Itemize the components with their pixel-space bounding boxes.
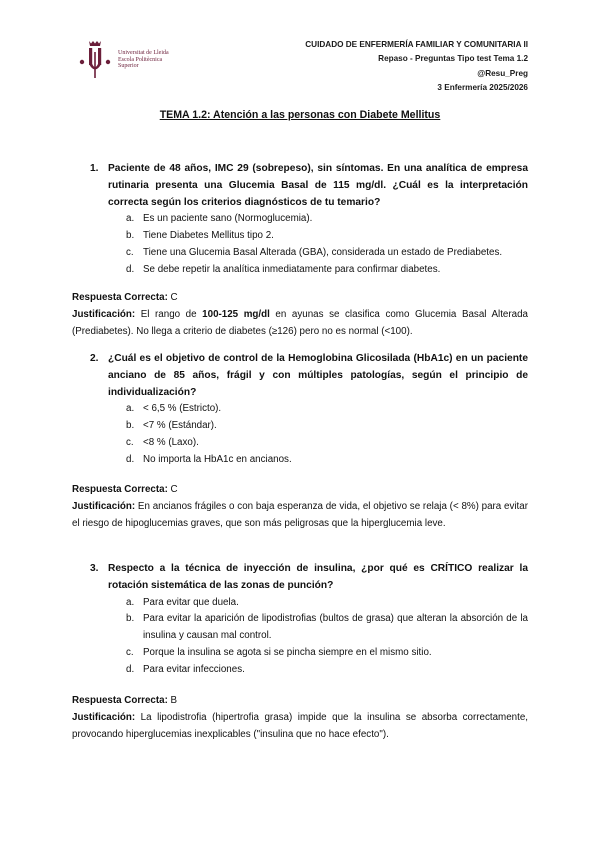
document-header [305, 38, 528, 96]
justification: Justificación: En ancianos frágiles o con baja esperanza de vida, el objetivo se relaja (< 8%) para evitar el riesgo de hipoglucemias graves, que son más peligrosas que la hiperglucemia leve. [72, 501, 528, 530]
correct-answer: Respuesta Correcta: C [72, 292, 178, 303]
option-d: d. No importa la HbA1c en ancianos. [126, 453, 292, 465]
question-number: 3. [90, 563, 99, 574]
question-text: ¿Cuál es el objetivo de control de la Hemoglobina Glicosilada (HbA1c) en un paciente anciano de 85 años, frágil y con múltiples patologías, según el principio de individualización? [108, 353, 528, 398]
question-number: 1. [90, 163, 99, 174]
option-b: b. Tiene Diabetes Mellitus tipo 2. [126, 230, 274, 242]
options-list [90, 401, 528, 468]
question-2 [90, 351, 528, 469]
option-a: a. Es un paciente sano (Normoglucemia). [126, 213, 313, 225]
option-c: c. Porque la insulina se agota si se pincha siempre en el mismo sitio. [126, 646, 432, 658]
answer-3 [72, 692, 528, 744]
justification: Justificación: El rango de 100-125 mg/dl en ayunas se clasifica como Glucemia Basal Alterada (Prediabetes). No llega a criterio de diabetes (≥126) pero no es normal (<100). [72, 309, 528, 338]
course-name: CUIDADO DE ENFERMERÍA FAMILIAR Y COMUNITARIA II [305, 40, 528, 49]
option-c: c. <8 % (Laxo). [126, 436, 199, 448]
option-d: d. Para evitar infecciones. [126, 663, 245, 675]
question-number: 2. [90, 353, 99, 364]
options-list [90, 211, 528, 278]
logo-text: Universitat de Lleida Escola Politècnica Superior [118, 50, 169, 70]
correct-answer: Respuesta Correcta: B [72, 695, 178, 706]
question-text: Paciente de 48 años, IMC 29 (sobrepeso), sin síntomas. En una analítica de empresa rutinaria presenta una Glucemia Basal de 115 mg/dl. ¿Cuál es la interpretación correcta según los criterios diagnósticos de tu temario? [108, 163, 528, 208]
option-d: d. Se debe repetir la analítica inmediatamente para confirmar diabetes. [126, 263, 441, 275]
option-c: c. Tiene una Glucemia Basal Alterada (GBA), considerada un estado de Prediabetes. [126, 246, 503, 258]
page-title: TEMA 1.2: Atención a las personas con Diabete Mellitus [159, 109, 441, 121]
question-text: Respecto a la técnica de inyección de insulina, ¿por qué es CRÍTICO realizar la rotación sistemática de las zonas de punción? [108, 563, 528, 591]
option-b: b. <7 % (Estándar). [126, 420, 217, 432]
document-subtitle: Repaso - Preguntas Tipo test Tema 1.2 [378, 54, 528, 64]
author-handle: @Resu_Preg [477, 68, 528, 78]
correct-answer: Respuesta Correcta: C [72, 484, 178, 495]
answer-2 [72, 481, 528, 533]
option-a: a. Para evitar que duela. [126, 596, 239, 608]
question-1 [90, 161, 528, 279]
question-3 [90, 561, 528, 679]
options-list [90, 595, 528, 679]
answer-1 [72, 289, 528, 341]
option-b: b. Para evitar la aparición de lipodistrofias (bultos de grasa) que alteran la absorción de la insulina y causan mal control. [126, 613, 528, 642]
university-logo [76, 40, 196, 80]
option-a: a. < 6,5 % (Estricto). [126, 403, 222, 415]
academic-year: 3 Enfermería 2025/2026 [437, 83, 528, 93]
justification: Justificación: La lipodistrofia (hipertrofia grasa) impide que la insulina se absorba correctamente, provocando hiperglucemias inexplicables ("insulina que no hace efecto"). [72, 712, 528, 741]
university-crest-icon [76, 40, 116, 80]
